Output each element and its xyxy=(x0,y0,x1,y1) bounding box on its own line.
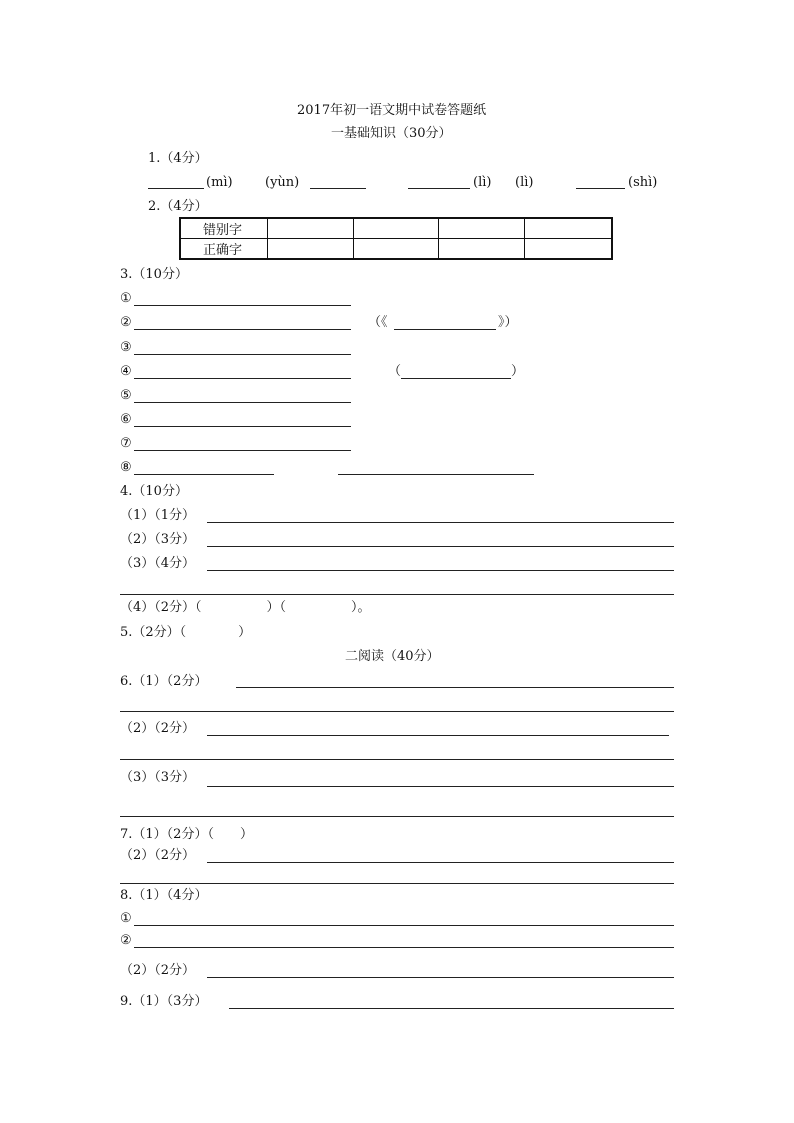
q3-book-blank[interactable] xyxy=(394,329,496,330)
q4-sub-3: （3）（4分） xyxy=(120,556,196,571)
q3-marker-7: ⑦ xyxy=(120,436,132,451)
q3-marker-8: ⑧ xyxy=(120,460,132,475)
table-cell[interactable] xyxy=(439,239,525,260)
table-header-wrong: 错别字 xyxy=(180,218,268,239)
q6-blank-1b[interactable] xyxy=(120,711,674,712)
q6-blank-1a[interactable] xyxy=(236,687,674,688)
q8-blank-2[interactable] xyxy=(134,947,674,948)
q6-blank-3b[interactable] xyxy=(120,816,674,817)
table-row xyxy=(180,239,612,260)
q3-paren-open: （ xyxy=(388,364,402,379)
q1-label: 1.（4分） xyxy=(148,151,208,166)
q8-marker-1: ① xyxy=(120,911,132,926)
q3-blank-5[interactable] xyxy=(134,402,351,403)
q3-marker-3: ③ xyxy=(120,340,132,355)
q4-blank-1[interactable] xyxy=(207,522,674,523)
q3-marker-6: ⑥ xyxy=(120,412,132,427)
q1-pinyin-3: (lì) xyxy=(473,175,492,190)
section2-heading: 二阅读（40分） xyxy=(345,649,440,664)
table-cell[interactable] xyxy=(524,218,612,239)
q6-blank-2b[interactable] xyxy=(120,759,674,760)
q3-paren-close: ） xyxy=(511,364,525,379)
section1-heading: 一基础知识（30分） xyxy=(331,126,452,141)
q7-blank-2b[interactable] xyxy=(120,883,674,884)
q1-pinyin-5: (shì) xyxy=(628,175,658,190)
q7-sub-1: 7.（1）（2分）（ ） xyxy=(120,827,253,842)
q8-marker-2: ② xyxy=(120,933,132,948)
q6-blank-2a[interactable] xyxy=(207,735,669,736)
table-cell[interactable] xyxy=(353,218,439,239)
q4-blank-2[interactable] xyxy=(207,546,674,547)
q7-blank-2a[interactable] xyxy=(207,862,674,863)
q9-blank-1[interactable] xyxy=(229,1008,674,1009)
q6-blank-3a[interactable] xyxy=(207,786,674,787)
q6-sub-2: （2）（2分） xyxy=(120,721,196,736)
q3-blank-7[interactable] xyxy=(134,450,351,451)
q1-pinyin-2: (yùn) xyxy=(265,175,300,190)
q4-sub-1: （1）（1分） xyxy=(120,508,196,523)
q1-blank-1[interactable] xyxy=(148,188,204,189)
q4-blank-3b[interactable] xyxy=(120,594,674,595)
table-cell[interactable] xyxy=(439,218,525,239)
q4-blank-3a[interactable] xyxy=(207,570,674,571)
q3-blank-8a[interactable] xyxy=(134,474,274,475)
q4-label: 4.（10分） xyxy=(120,484,188,499)
q1-blank-2[interactable] xyxy=(310,188,366,189)
q7-sub-2: （2）（2分） xyxy=(120,848,196,863)
q3-blank-3[interactable] xyxy=(134,354,351,355)
q2-label: 2.（4分） xyxy=(148,199,208,214)
q3-blank-2[interactable] xyxy=(134,329,351,330)
page-title: 2017年初一语文期中试卷答题纸 xyxy=(297,103,487,118)
q8-blank-3[interactable] xyxy=(207,977,674,978)
q1-blank-4[interactable] xyxy=(576,188,625,189)
q3-blank-8b[interactable] xyxy=(338,474,534,475)
q3-blank-6[interactable] xyxy=(134,426,351,427)
q6-sub-1: 6.（1）（2分） xyxy=(120,674,208,689)
table-cell[interactable] xyxy=(268,218,354,239)
q3-paren-blank[interactable] xyxy=(401,378,511,379)
q8-sub-2: （2）（2分） xyxy=(120,963,196,978)
q3-marker-1: ① xyxy=(120,291,132,306)
q1-blank-3[interactable] xyxy=(408,188,470,189)
q4-sub-4: （4）（2分）（ ）（ ）。 xyxy=(120,600,371,615)
q9-sub-1: 9.（1）（3分） xyxy=(120,994,208,1009)
q3-blank-4[interactable] xyxy=(134,378,351,379)
q3-label: 3.（10分） xyxy=(120,267,188,282)
q5-label: 5.（2分）（ ） xyxy=(120,625,252,640)
table-cell[interactable] xyxy=(268,239,354,260)
q3-book-close: 》） xyxy=(498,315,518,330)
q3-book-open: （《 xyxy=(368,315,388,330)
q1-pinyin-4: (lì) xyxy=(515,175,534,190)
q6-sub-3: （3）（3分） xyxy=(120,770,196,785)
table-header-correct: 正确字 xyxy=(180,239,268,260)
table-row xyxy=(180,218,612,239)
q8-sub-1: 8.（1）（4分） xyxy=(120,888,208,903)
q3-marker-4: ④ xyxy=(120,364,132,379)
q3-marker-5: ⑤ xyxy=(120,388,132,403)
q1-pinyin-1: (mì) xyxy=(206,175,233,190)
q2-correction-table xyxy=(179,217,613,260)
q3-blank-1[interactable] xyxy=(134,305,351,306)
table-cell[interactable] xyxy=(353,239,439,260)
q3-marker-2: ② xyxy=(120,315,132,330)
q8-blank-1[interactable] xyxy=(134,925,674,926)
table-cell[interactable] xyxy=(524,239,612,260)
q4-sub-2: （2）（3分） xyxy=(120,532,196,547)
